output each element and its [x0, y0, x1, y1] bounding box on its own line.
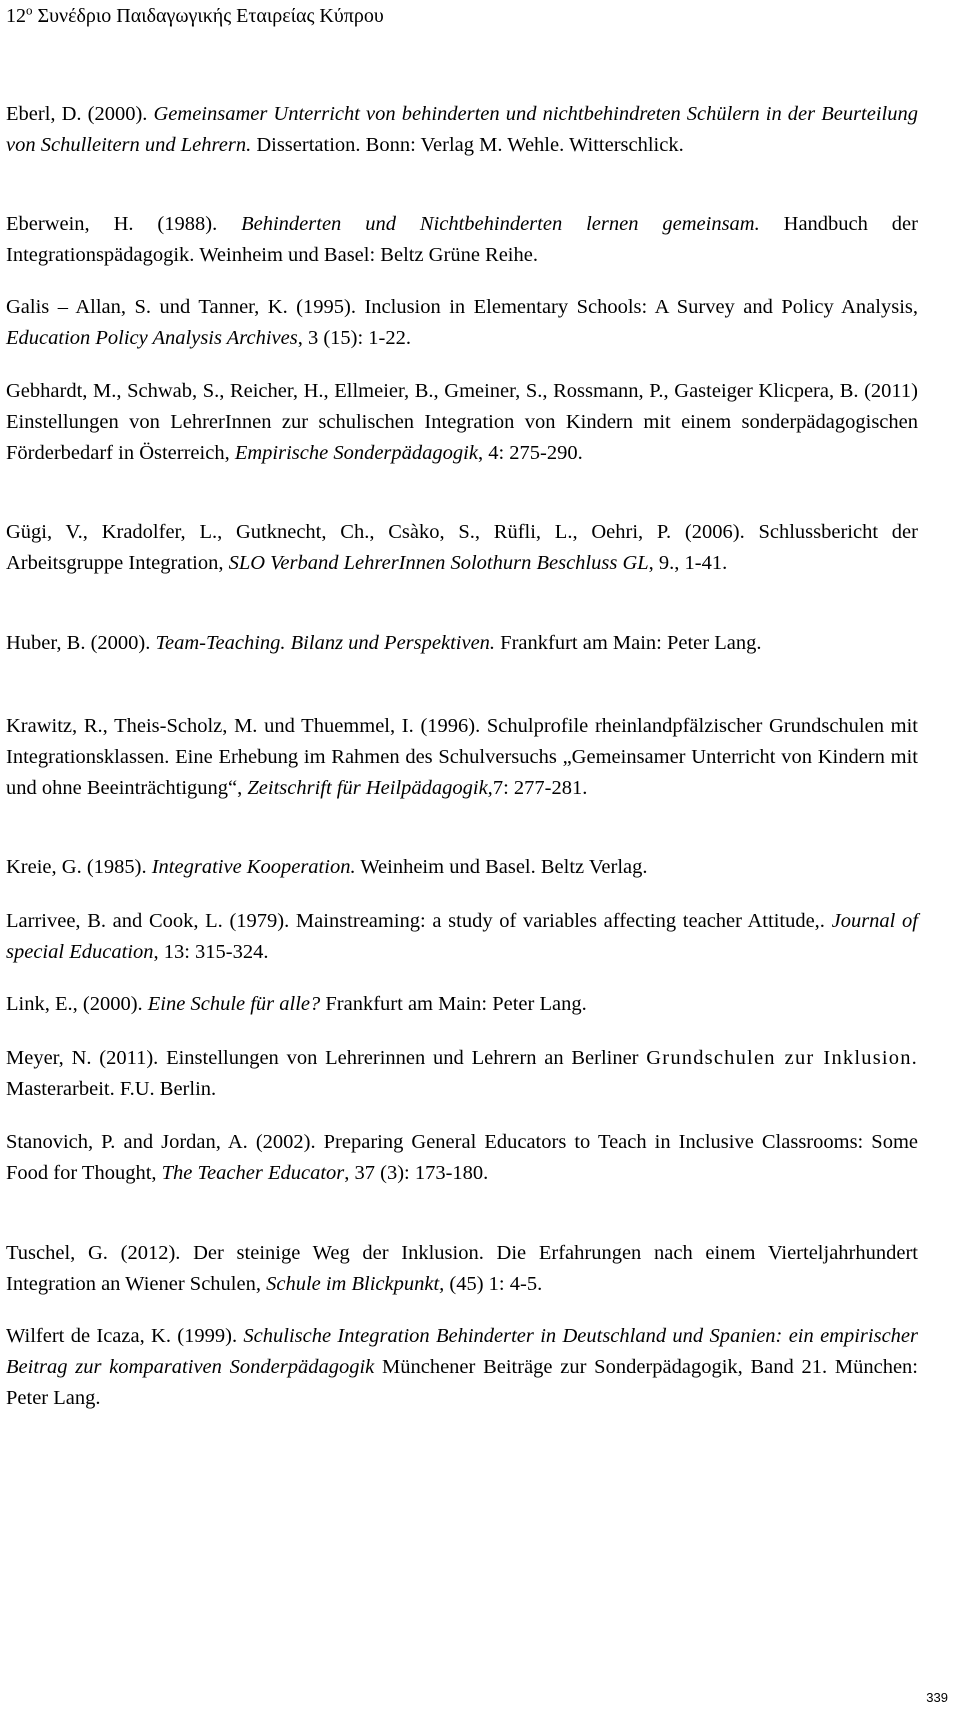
- reference-entry: [6, 906, 918, 968]
- reference-italic-text: Gemeinsamer Unterricht von behinderten und nichtbehindreten Schülern in der Beurteilung von Schulleitern und Lehrern.: [6, 103, 918, 156]
- reference-entry: [6, 1043, 918, 1105]
- reference-text: Huber, B. (2000).: [6, 632, 156, 654]
- reference-text: Link, E., (2000).: [6, 993, 148, 1015]
- reference-text: Larrivee, B. and Cook, L. (1979). Mainstreaming: a study of variables affecting teacher Attitude,.: [6, 910, 832, 932]
- reference-italic-text: Journal of special Education: [6, 910, 918, 963]
- reference-entry: [6, 1321, 918, 1414]
- reference-text: Weinheim und Basel. Beltz Verlag.: [355, 856, 648, 878]
- reference-entry: [6, 376, 918, 469]
- reference-text: , 3 (15): 1-22.: [297, 327, 411, 349]
- reference-text: Grundschulen zur Inklusion.: [646, 1047, 918, 1069]
- reference-italic-text: Integrative Kooperation.: [151, 856, 356, 878]
- reference-italic-text: Empirische Sonderpädagogik: [234, 442, 478, 464]
- header-number: 12: [6, 5, 26, 27]
- reference-text: Wilfert de Icaza, K. (1999).: [6, 1325, 244, 1347]
- reference-text: Galis – Allan, S. und Tanner, K. (1995). Inclusion in Elementary Schools: A Survey and Policy Analysis,: [6, 296, 918, 318]
- reference-text: Münchener Beiträge zur Sonderpädagogik, Band 21. München: Peter Lang.: [6, 1356, 918, 1409]
- reference-text: , 37 (3): 173-180.: [344, 1162, 489, 1184]
- reference-text: Gebhardt, M., Schwab, S., Reicher, H., Ellmeier, B., Gmeiner, S., Rossmann, P., Gasteiger Klicpera, B. (2011) Einstellungen von LehrerInnen zur schulischen Integration von Kindern mit einem sonderpädagogischen Förderbedarf in Österreich,: [6, 380, 918, 464]
- reference-text: Masterarbeit. F.U. Berlin.: [6, 1078, 217, 1100]
- reference-italic-text: Education Policy Analysis Archives: [6, 327, 298, 349]
- reference-text: , 13: 315-324.: [153, 941, 269, 963]
- reference-italic-text: Schule im Blickpunkt,: [266, 1273, 445, 1295]
- reference-text: , 9., 1-41.: [648, 552, 728, 574]
- reference-italic-text: Team-Teaching. Bilanz und Perspektiven.: [155, 632, 496, 654]
- reference-italic-text: The Teacher Educator: [161, 1162, 345, 1184]
- reference-entry: [6, 1238, 918, 1300]
- page-number: 339: [926, 1690, 948, 1705]
- header-superscript: ο: [26, 2, 33, 18]
- reference-italic-text: Schulische Integration Behinderter in Deutschland und Spanien: ein empirischer Beitrag zur komparativen Sonderpädagogik: [6, 1325, 918, 1378]
- reference-text: Dissertation. Bonn: Verlag M. Wehle. Witterschlick.: [251, 134, 684, 156]
- reference-entry: [6, 292, 918, 354]
- reference-italic-text: Zeitschrift für Heilpädagogik,: [247, 777, 493, 799]
- reference-italic-text: Behinderten und Nichtbehinderten lernen gemeinsam.: [241, 213, 760, 235]
- reference-text: Frankfurt am Main: Peter Lang.: [495, 632, 762, 654]
- reference-entry: [6, 99, 918, 161]
- reference-entry: [6, 711, 918, 804]
- reference-entry: [6, 209, 918, 271]
- reference-text: (45) 1: 4-5.: [444, 1273, 543, 1295]
- reference-text: 7: 277-281.: [492, 777, 588, 799]
- reference-entry: [6, 517, 918, 579]
- reference-text: Frankfurt am Main: Peter Lang.: [320, 993, 587, 1015]
- reference-text: Krawitz, R., Theis-Scholz, M. und Thuemmel, I. (1996). Schulprofile rheinlandpfälzischer Grundschulen mit Integrationsklassen. Eine Erhebung im Rahmen des Schulversuchs „Gemeinsamer Unterricht von Kindern mit und ohne Beeinträchtigung“,: [6, 715, 918, 799]
- running-header: [6, 2, 384, 30]
- reference-text: Handbuch der Integrationspädagogik. Weinheim und Basel: Beltz Grüne Reihe.: [6, 213, 918, 266]
- reference-text: , 4: 275-290.: [477, 442, 583, 464]
- reference-entry: [6, 628, 918, 659]
- reference-text: Stanovich, P. and Jordan, A. (2002). Preparing General Educators to Teach in Inclusive Classrooms: Some Food for Thought,: [6, 1131, 918, 1184]
- reference-entry: [6, 1127, 918, 1189]
- reference-text: Kreie, G. (1985).: [6, 856, 152, 878]
- reference-text: Gügi, V., Kradolfer, L., Gutknecht, Ch., Csàko, S., Rüfli, L., Oehri, P. (2006). Schlussbericht der Arbeitsgruppe Integration,: [6, 521, 918, 574]
- reference-text: Eberl, D. (2000).: [6, 103, 154, 125]
- reference-entry: [6, 852, 918, 883]
- reference-text: Tuschel, G. (2012). Der steinige Weg der Inklusion. Die Erfahrungen nach einem Vierteljahrhundert Integration an Wiener Schulen,: [6, 1242, 918, 1295]
- reference-text: Eberwein, H. (1988).: [6, 213, 242, 235]
- reference-entry: [6, 989, 918, 1020]
- header-title: Συνέδριο Παιδαγωγικής Εταιρείας Κύπρου: [32, 5, 384, 27]
- reference-italic-text: Eine Schule für alle?: [147, 993, 321, 1015]
- reference-text: Meyer, N. (2011). Einstellungen von Lehrerinnen und Lehrern an Berliner: [6, 1047, 647, 1069]
- reference-italic-text: SLO Verband LehrerInnen Solothurn Beschluss GL: [228, 552, 649, 574]
